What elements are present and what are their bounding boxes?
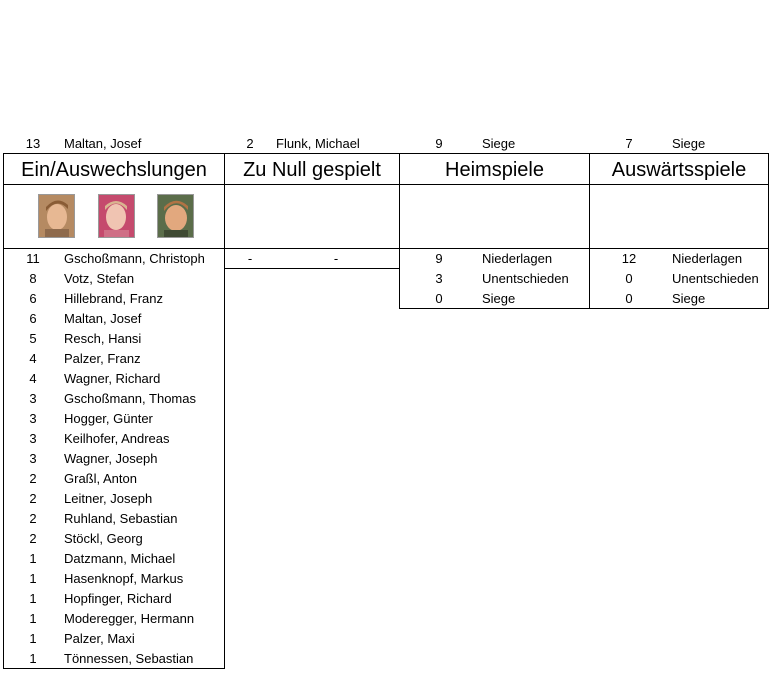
subs-count: 3	[29, 411, 37, 426]
subs-right-border	[224, 269, 225, 669]
subs-row	[4, 429, 224, 449]
subs-player-name: Hogger, Günter	[64, 411, 153, 426]
subs-count: 2	[29, 511, 37, 526]
subs-row	[4, 329, 224, 349]
home-niederlagen-label: Niederlagen	[482, 251, 553, 266]
subs-row	[4, 369, 224, 389]
home-siege-label: Siege	[482, 291, 516, 306]
subs-count: 11	[26, 251, 40, 266]
subs-player-name: Palzer, Franz	[64, 351, 141, 366]
subs-row	[4, 469, 224, 489]
header-home: Heimspiele	[445, 159, 544, 181]
subs-player-name: Hasenknopf, Markus	[64, 571, 184, 586]
subs-count: 2	[29, 491, 37, 506]
subs-player-name: Wagner, Richard	[64, 371, 161, 386]
subs-row	[4, 309, 224, 329]
subs-count: 3	[29, 451, 37, 466]
cleansheet-count: -	[247, 251, 253, 266]
subs-player-name: Leitner, Joseph	[64, 491, 153, 506]
subs-count: 6	[29, 311, 37, 326]
subs-count: 1	[29, 611, 37, 626]
top-subs-name: Maltan, Josef	[64, 136, 142, 151]
header-cleansheet: Zu Null gespielt	[243, 159, 381, 181]
header-away: Auswärtsspiele	[611, 159, 747, 181]
away-niederlagen-label: Niederlagen	[672, 251, 743, 266]
away-unentschieden-label: Unentschieden	[672, 271, 759, 286]
subs-player-name: Stöckl, Georg	[64, 531, 143, 546]
subs-player-name: Wagner, Joseph	[64, 451, 158, 466]
subs-player-name: Ruhland, Sebastian	[64, 511, 178, 526]
header-top-border	[3, 153, 769, 154]
subs-player-name: Keilhofer, Andreas	[64, 431, 170, 446]
top-home-count: 9	[435, 136, 443, 151]
player-photo-1	[38, 194, 75, 238]
subs-count: 5	[29, 331, 37, 346]
subs-player-name: Palzer, Maxi	[64, 631, 135, 646]
player-photo-2-icon	[99, 195, 134, 237]
subs-player-name: Maltan, Josef	[64, 311, 142, 326]
subs-left-border	[3, 249, 4, 669]
subs-row	[4, 569, 224, 589]
subs-row	[4, 549, 224, 569]
home-unentschieden-label: Unentschieden	[482, 271, 569, 286]
subs-count: 1	[29, 571, 37, 586]
top-cleansheet-name: Flunk, Michael	[276, 136, 360, 151]
subs-row	[4, 509, 224, 529]
grid-right-border	[768, 153, 769, 309]
subs-count: 2	[29, 471, 37, 486]
subs-player-name: Hillebrand, Franz	[64, 291, 163, 306]
subs-player-name: Datzmann, Michael	[64, 551, 176, 566]
cleansheet-name: -	[333, 251, 339, 266]
subs-player-name: Tönnessen, Sebastian	[64, 651, 194, 666]
subs-count: 1	[29, 651, 37, 666]
away-unentschieden-count: 0	[625, 271, 633, 286]
player-photo-2	[98, 194, 135, 238]
top-cleansheet-count: 2	[246, 136, 254, 151]
home-unentschieden-count: 3	[435, 271, 443, 286]
player-photo-3-icon	[158, 195, 193, 237]
away-niederlagen-count: 12	[621, 251, 637, 266]
header-subs: Ein/Auswechslungen	[21, 159, 207, 181]
away-siege-label: Siege	[672, 291, 706, 306]
stats-bottom-border	[399, 308, 769, 309]
subs-row	[4, 249, 224, 269]
subs-count: 8	[29, 271, 37, 286]
home-niederlagen-count: 9	[435, 251, 443, 266]
subs-row	[4, 649, 224, 669]
subs-count: 1	[29, 631, 37, 646]
subs-count: 6	[29, 291, 37, 306]
subs-count: 1	[29, 591, 37, 606]
player-photo-1-icon	[39, 195, 74, 237]
subs-row	[4, 629, 224, 649]
subs-count: 1	[29, 551, 37, 566]
subs-count: 2	[29, 531, 37, 546]
subs-count: 4	[29, 371, 37, 386]
subs-count: 3	[29, 431, 37, 446]
subs-bottom-border	[3, 668, 225, 669]
subs-row	[4, 389, 224, 409]
top-subs-count: 13	[25, 136, 41, 151]
subs-player-name: Gschoßmann, Christoph	[64, 251, 205, 266]
top-home-label: Siege	[482, 136, 516, 151]
cleansheet-bottom-border	[224, 268, 400, 269]
away-siege-count: 0	[625, 291, 633, 306]
home-siege-count: 0	[435, 291, 443, 306]
subs-row	[4, 489, 224, 509]
subs-row	[4, 589, 224, 609]
subs-row	[4, 449, 224, 469]
subs-player-name: Resch, Hansi	[64, 331, 142, 346]
subs-row	[4, 529, 224, 549]
subs-row	[4, 289, 224, 309]
subs-player-name: Gschoßmann, Thomas	[64, 391, 196, 406]
subs-player-name: Hopfinger, Richard	[64, 591, 172, 606]
player-photo-3	[157, 194, 194, 238]
subs-row	[4, 409, 224, 429]
top-away-label: Siege	[672, 136, 706, 151]
subs-count: 4	[29, 351, 37, 366]
top-away-count: 7	[625, 136, 633, 151]
subs-player-name: Moderegger, Hermann	[64, 611, 195, 626]
subs-player-name: Graßl, Anton	[64, 471, 137, 486]
subs-row	[4, 609, 224, 629]
subs-row	[4, 349, 224, 369]
subs-row	[4, 269, 224, 289]
subs-player-name: Votz, Stefan	[64, 271, 135, 286]
subs-count: 3	[29, 391, 37, 406]
